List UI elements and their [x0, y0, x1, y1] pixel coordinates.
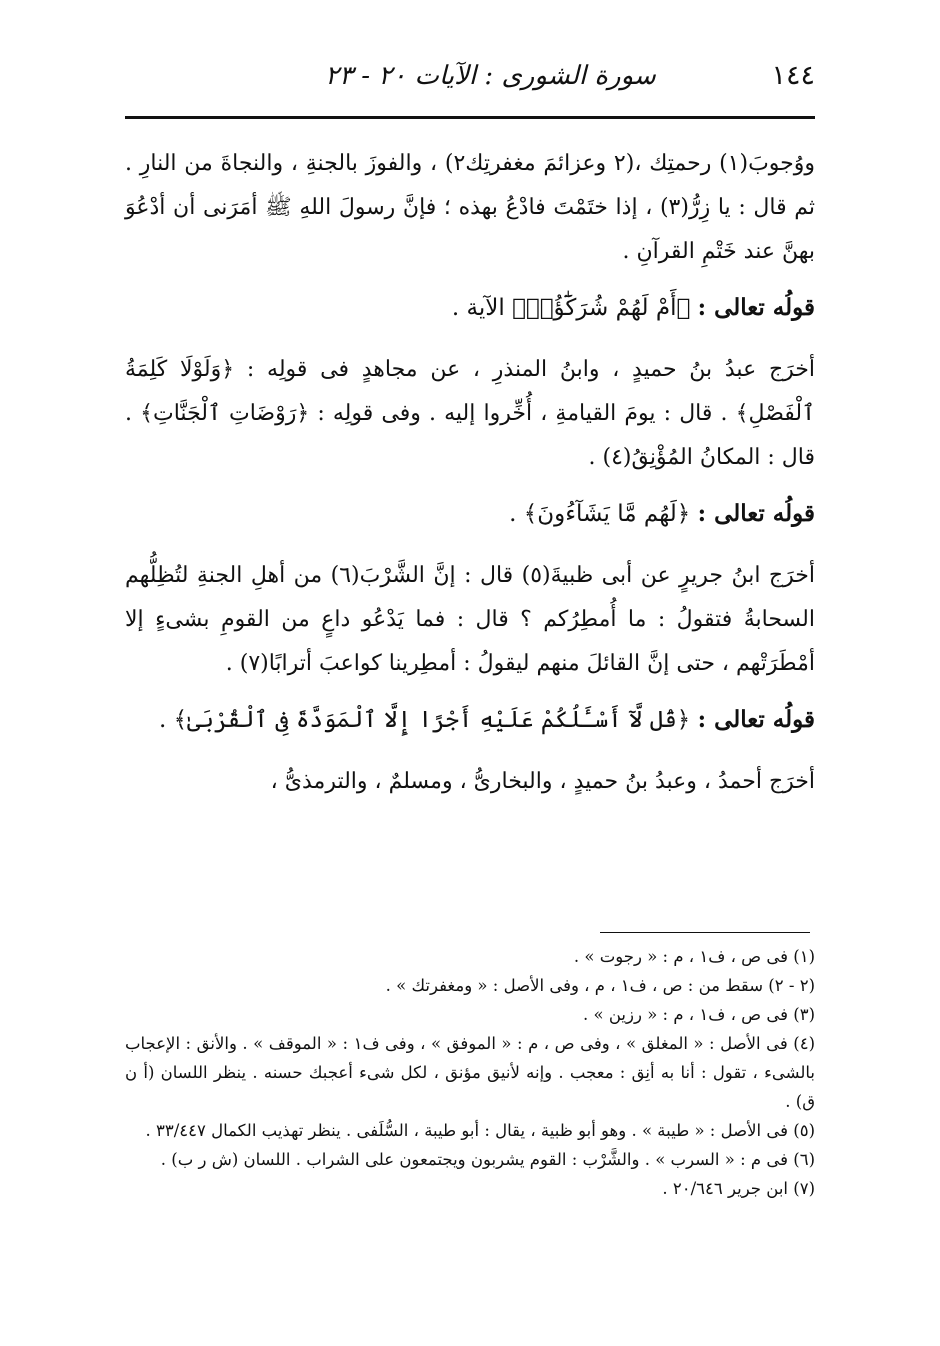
main-text [125, 142, 815, 804]
header-rule [125, 116, 815, 119]
page-header [125, 56, 815, 104]
verse-3: ﴿قُل لَّآ أَسْـَٔلُكُمْ عَلَيْهِ أَجْرًا إِلَّا ٱلْمَوَدَّةَ فِى ٱلْقُرْبَىٰ﴾ . [158, 707, 691, 733]
quran-heading-1 [125, 286, 815, 330]
heading-label-3: قولُه تعالى : [697, 706, 815, 733]
footnote-1: (١) فى ص ، ف١ ، م : « رجوت » . [573, 947, 815, 966]
quran-heading-2 [125, 492, 815, 536]
paragraph-2: أخرَج عبدُ بنُ حميدٍ ، وابنُ المنذرِ ، عن مجاهدٍ فى قولِه : ﴿وَلَوْلَا كَلِمَةُ ٱلْفَصْلِ﴾ . قال : يومَ القيامةِ ، أُخِّروا إليه . وفى قولِه : ﴿رَوْضَاتِ ٱلْجَنَّاتِ﴾ . قال : المكانُ المُؤْنِقُ(٤) . [125, 357, 815, 470]
footnote-6: (٦) فى م : « السرب » . والشَّرْب : القوم يشربون ويجتمعون على الشراب . اللسان (ش ر ب) . [160, 1150, 815, 1169]
verse-2: ﴿لَهُم مَّا يَشَآءُونَ﴾ . [509, 501, 691, 527]
paragraph-1: ووُجوبَ(١) رحمتِك ،(٢ وعزائمَ مغفرتِك٢) ، والفوزَ بالجنةِ ، والنجاةَ من النارِ . ثم قال : يا زِرُّ(٣) ، إذا ختَمْتَ فادْعُ بهذه ؛ فإنَّ رسولَ اللهِ ﷺ أمَرَنى أن أدْعُوَ بهنَّ عند خَتْمِ القرآنِ . [125, 151, 816, 264]
page-number: ١٤٤ [771, 60, 815, 91]
footnote-rule [600, 932, 810, 933]
paragraph-4: أخرَج أحمدُ ، وعبدُ بنُ حميدٍ ، والبخارىُّ ، ومسلمٌ ، والترمذىُّ ، [270, 769, 815, 794]
paragraph-3: أخرَج ابنُ جريرٍ عن أبى ظبيةَ(٥) قال : إنَّ الشَّرْبَ(٦) من أهلِ الجنةِ لتُظِلُّهم السحابةُ فتقولُ : ما أُمطِرُكم ؟ قال : فما يَدْعُو داعٍ من القومِ بشىءٍ إلا أمْطَرَتْهم ، حتى إنَّ القائلَ منهم ليقولُ : أمطِرينا كواعبَ أترابًا(٧) . [125, 563, 815, 676]
footnote-2: (٢ - ٢) سقط من : ص ، ف١ ، م ، وفى الأصل : « ومغفرتك » . [385, 976, 815, 995]
footnotes [125, 942, 815, 1203]
heading-label-1: قولُه تعالى : [697, 294, 815, 321]
footnote-7: (٧) ابن جرير ٢٠/٦٤٦ . [662, 1179, 815, 1198]
footnote-3: (٣) فى ص ، ف١ ، م : « رزين » . [583, 1005, 815, 1024]
heading-label-2: قولُه تعالى : [697, 500, 815, 527]
footnote-5: (٥) فى الأصل : « طيبة » . وهو أبو ظبية ، يقال : أبو طيبة ، السُّلَفى . ينظر تهذيب الكمال ٣٣/٤٤٧ . [145, 1121, 815, 1140]
verse-1: ﴿أَمْ لَهُمْ شُرَكَٰٓؤُا۟﴾ الآية . [451, 295, 691, 321]
quran-heading-3 [125, 698, 815, 742]
running-title: سورة الشورى : الآيات ٢٠ - ٢٣ [325, 61, 656, 91]
footnote-4: (٤) فى الأصل : « المغلق » ، وفى ص ، م : « الموفق » ، وفى ف١ : « الموقف » . والأنق : الإعجاب بالشىء ، تقول : أنا به أنِق : معجب . وإنه لأنيق مؤنق ، لكل شىء أعجبك حسنه . ينظر اللسان (أ ن ق) . [125, 1034, 815, 1111]
